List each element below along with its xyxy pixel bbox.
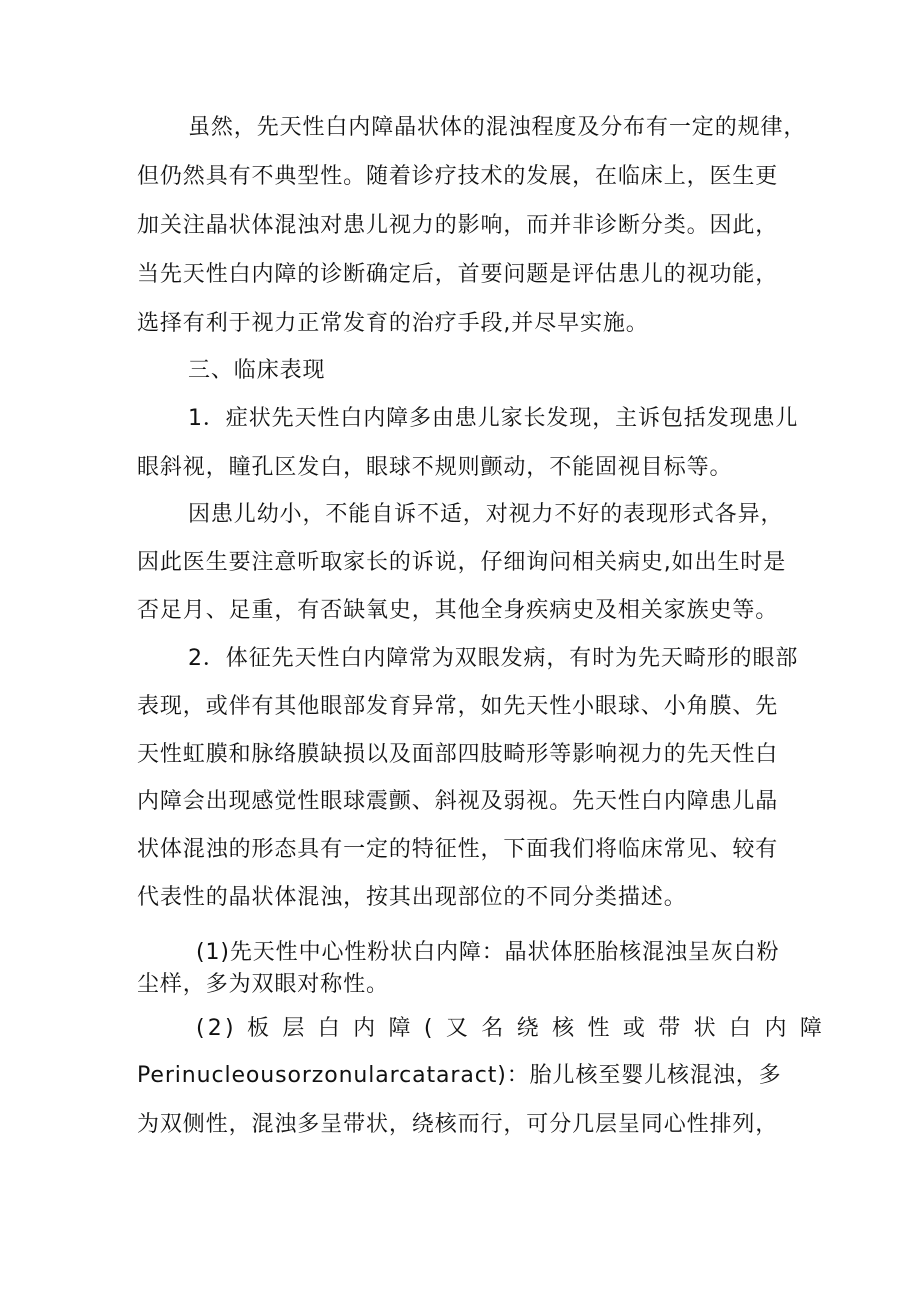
text-line: 因此医生要注意听取家长的诉说，仔细询问相关病史,如出生时是 (137, 550, 787, 575)
section-heading: 三、临床表现 (188, 358, 326, 383)
text-line: 内障会出现感觉性眼球震颤、斜视及弱视。先天性白内障患儿晶 (137, 789, 779, 814)
text-line: 2．体征先天性白内障常为双眼发病，有时为先天畸形的眼部 (188, 646, 799, 671)
text-line: 否足月、足重，有否缺氧史，其他全身疾病史及相关家族史等。 (137, 598, 779, 623)
text-line: 天性虹膜和脉络膜缺损以及面部四肢畸形等影响视力的先天性白 (137, 742, 779, 767)
text-line: (1)先天性中心性粉状白内障：晶状体胚胎核混浊呈灰白粉 (196, 940, 780, 965)
text-line: 1．症状先天性白内障多由患儿家长发现，主诉包括发现患儿 (188, 406, 799, 431)
text-line: 尘样，多为双眼对称性。 (137, 972, 389, 997)
text-line: 眼斜视，瞳孔区发白，眼球不规则颤动，不能固视目标等。 (137, 455, 733, 480)
text-line: 但仍然具有不典型性。随着诊疗技术的发展，在临床上，医生更 (137, 164, 779, 189)
text-line: Perinucleousorzonularcataract)：胎儿核至婴儿核混浊，多 (137, 1063, 782, 1088)
text-line: 加关注晶状体混浊对患儿视力的影响，而并非诊断分类。因此， (137, 213, 779, 238)
text-line: (2) 板 层 白 内 障 ( 又 名 绕 核 性 或 带 状 白 内 障 (196, 1016, 826, 1041)
text-line: 状体混浊的形态具有一定的特征性，下面我们将临床常见、较有 (137, 837, 779, 862)
text-line: 表现，或伴有其他眼部发育异常，如先天性小眼球、小角膜、先 (137, 694, 779, 719)
text-line: 虽然，先天性白内障晶状体的混浊程度及分布有一定的规律， (188, 115, 807, 140)
text-line: 选择有利于视力正常发育的治疗手段,并尽早实施。 (137, 311, 649, 336)
text-line: 当先天性白内障的诊断确定后，首要问题是评估患儿的视功能， (137, 262, 779, 287)
text-line: 为双侧性，混浊多呈带状，绕核而行，可分几层呈同心性排列， (137, 1112, 779, 1137)
text-line: 因患儿幼小，不能自诉不适，对视力不好的表现形式各异， (188, 502, 784, 527)
text-line: 代表性的晶状体混浊，按其出现部位的不同分类描述。 (137, 885, 687, 910)
